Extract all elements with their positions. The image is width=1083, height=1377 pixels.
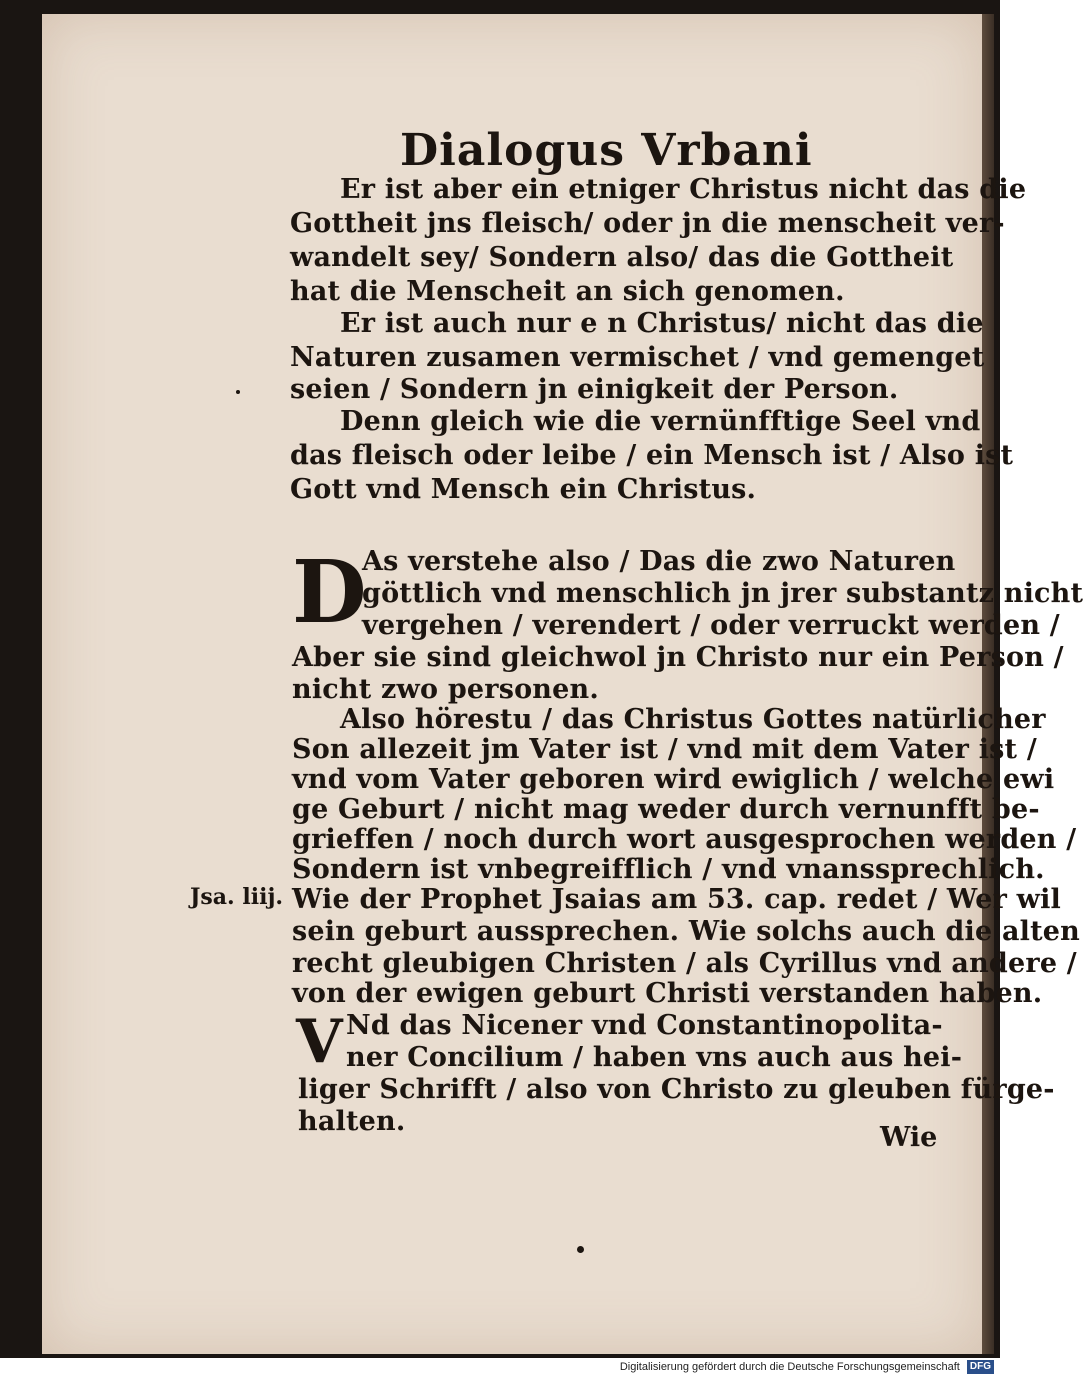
ink-speck: [236, 390, 240, 394]
text-line: Gott vnd Mensch ein Christus.: [290, 474, 757, 505]
text-line: Wie der Prophet Jsaias am 53. cap. redet / Wer wil: [292, 884, 1062, 915]
text-line: Aber sie sind gleichwol jn Christo nur ein Person /: [292, 642, 1064, 673]
text-line: Sondern ist vnbegreifflich / vnd vnanssprechlich.: [292, 854, 1045, 885]
text-line: das fleisch oder leibe / ein Mensch ist / Also ist: [290, 440, 1014, 471]
text-line: vnd vom Vater geboren wird ewiglich / welche ewi: [292, 764, 1055, 795]
ink-speck: [577, 1246, 584, 1253]
text-line: As verstehe also / Das die zwo Naturen: [362, 546, 956, 577]
text-line: von der ewigen geburt Christi verstanden haben.: [292, 978, 1043, 1009]
page-title: Dialogus Vrbani: [400, 125, 813, 176]
text-line: sein geburt aussprechen. Wie solchs auch die alten: [292, 916, 1080, 947]
margin-note: Jsa. liij.: [190, 884, 284, 910]
text-line: ge Geburt / nicht mag weder durch vernunfft be-: [292, 794, 1040, 825]
text-line: Gottheit jns fleisch/ oder jn die menscheit ver-: [290, 208, 1005, 239]
text-line: liger Schrifft / also von Christo zu gleuben fürge-: [298, 1074, 1055, 1105]
text-line: wandelt sey/ Sondern also/ das die Gottheit: [290, 242, 954, 273]
text-line: recht gleubigen Christen / als Cyrillus vnd andere /: [292, 948, 1077, 979]
drop-cap-initial: V: [296, 1007, 343, 1077]
text-line: grieffen / noch durch wort ausgesprochen werden /: [292, 824, 1077, 855]
text-line: vergehen / verendert / oder verruckt werden /: [362, 610, 1060, 641]
text-line: Also hörestu / das Christus Gottes natürlicher: [340, 704, 1046, 735]
text-line: seien / Sondern jn einigkeit der Person.: [290, 374, 899, 405]
text-line: Son allezeit jm Vater ist / vnd mit dem Vater ist /: [292, 734, 1037, 765]
text-line: göttlich vnd menschlich jn jrer substantz nicht: [362, 578, 1083, 609]
text-line: ner Concilium / haben vns auch aus hei-: [346, 1042, 963, 1073]
text-line: Naturen zusamen vermischet / vnd gemenget: [290, 342, 985, 373]
catchword: Wie: [880, 1122, 938, 1153]
text-line: hat die Menscheit an sich genomen.: [290, 276, 845, 307]
drop-cap-initial: D: [292, 542, 367, 643]
footer-bar: [0, 1358, 1000, 1377]
text-line: Er ist aber ein etniger Christus nicht das die: [340, 174, 1027, 205]
funding-credit: Digitalisierung gefördert durch die Deutsche Forschungsgemeinschaft: [619, 1361, 960, 1373]
text-line: Denn gleich wie die vernünfftige Seel vnd: [340, 406, 981, 437]
text-line: Er ist auch nur e n Christus/ nicht das die: [340, 308, 984, 339]
text-line: halten.: [298, 1106, 406, 1137]
text-line: nicht zwo personen.: [292, 674, 599, 705]
dfg-logo: DFG: [967, 1360, 994, 1374]
text-line: Nd das Nicener vnd Constantinopolita-: [346, 1010, 943, 1041]
